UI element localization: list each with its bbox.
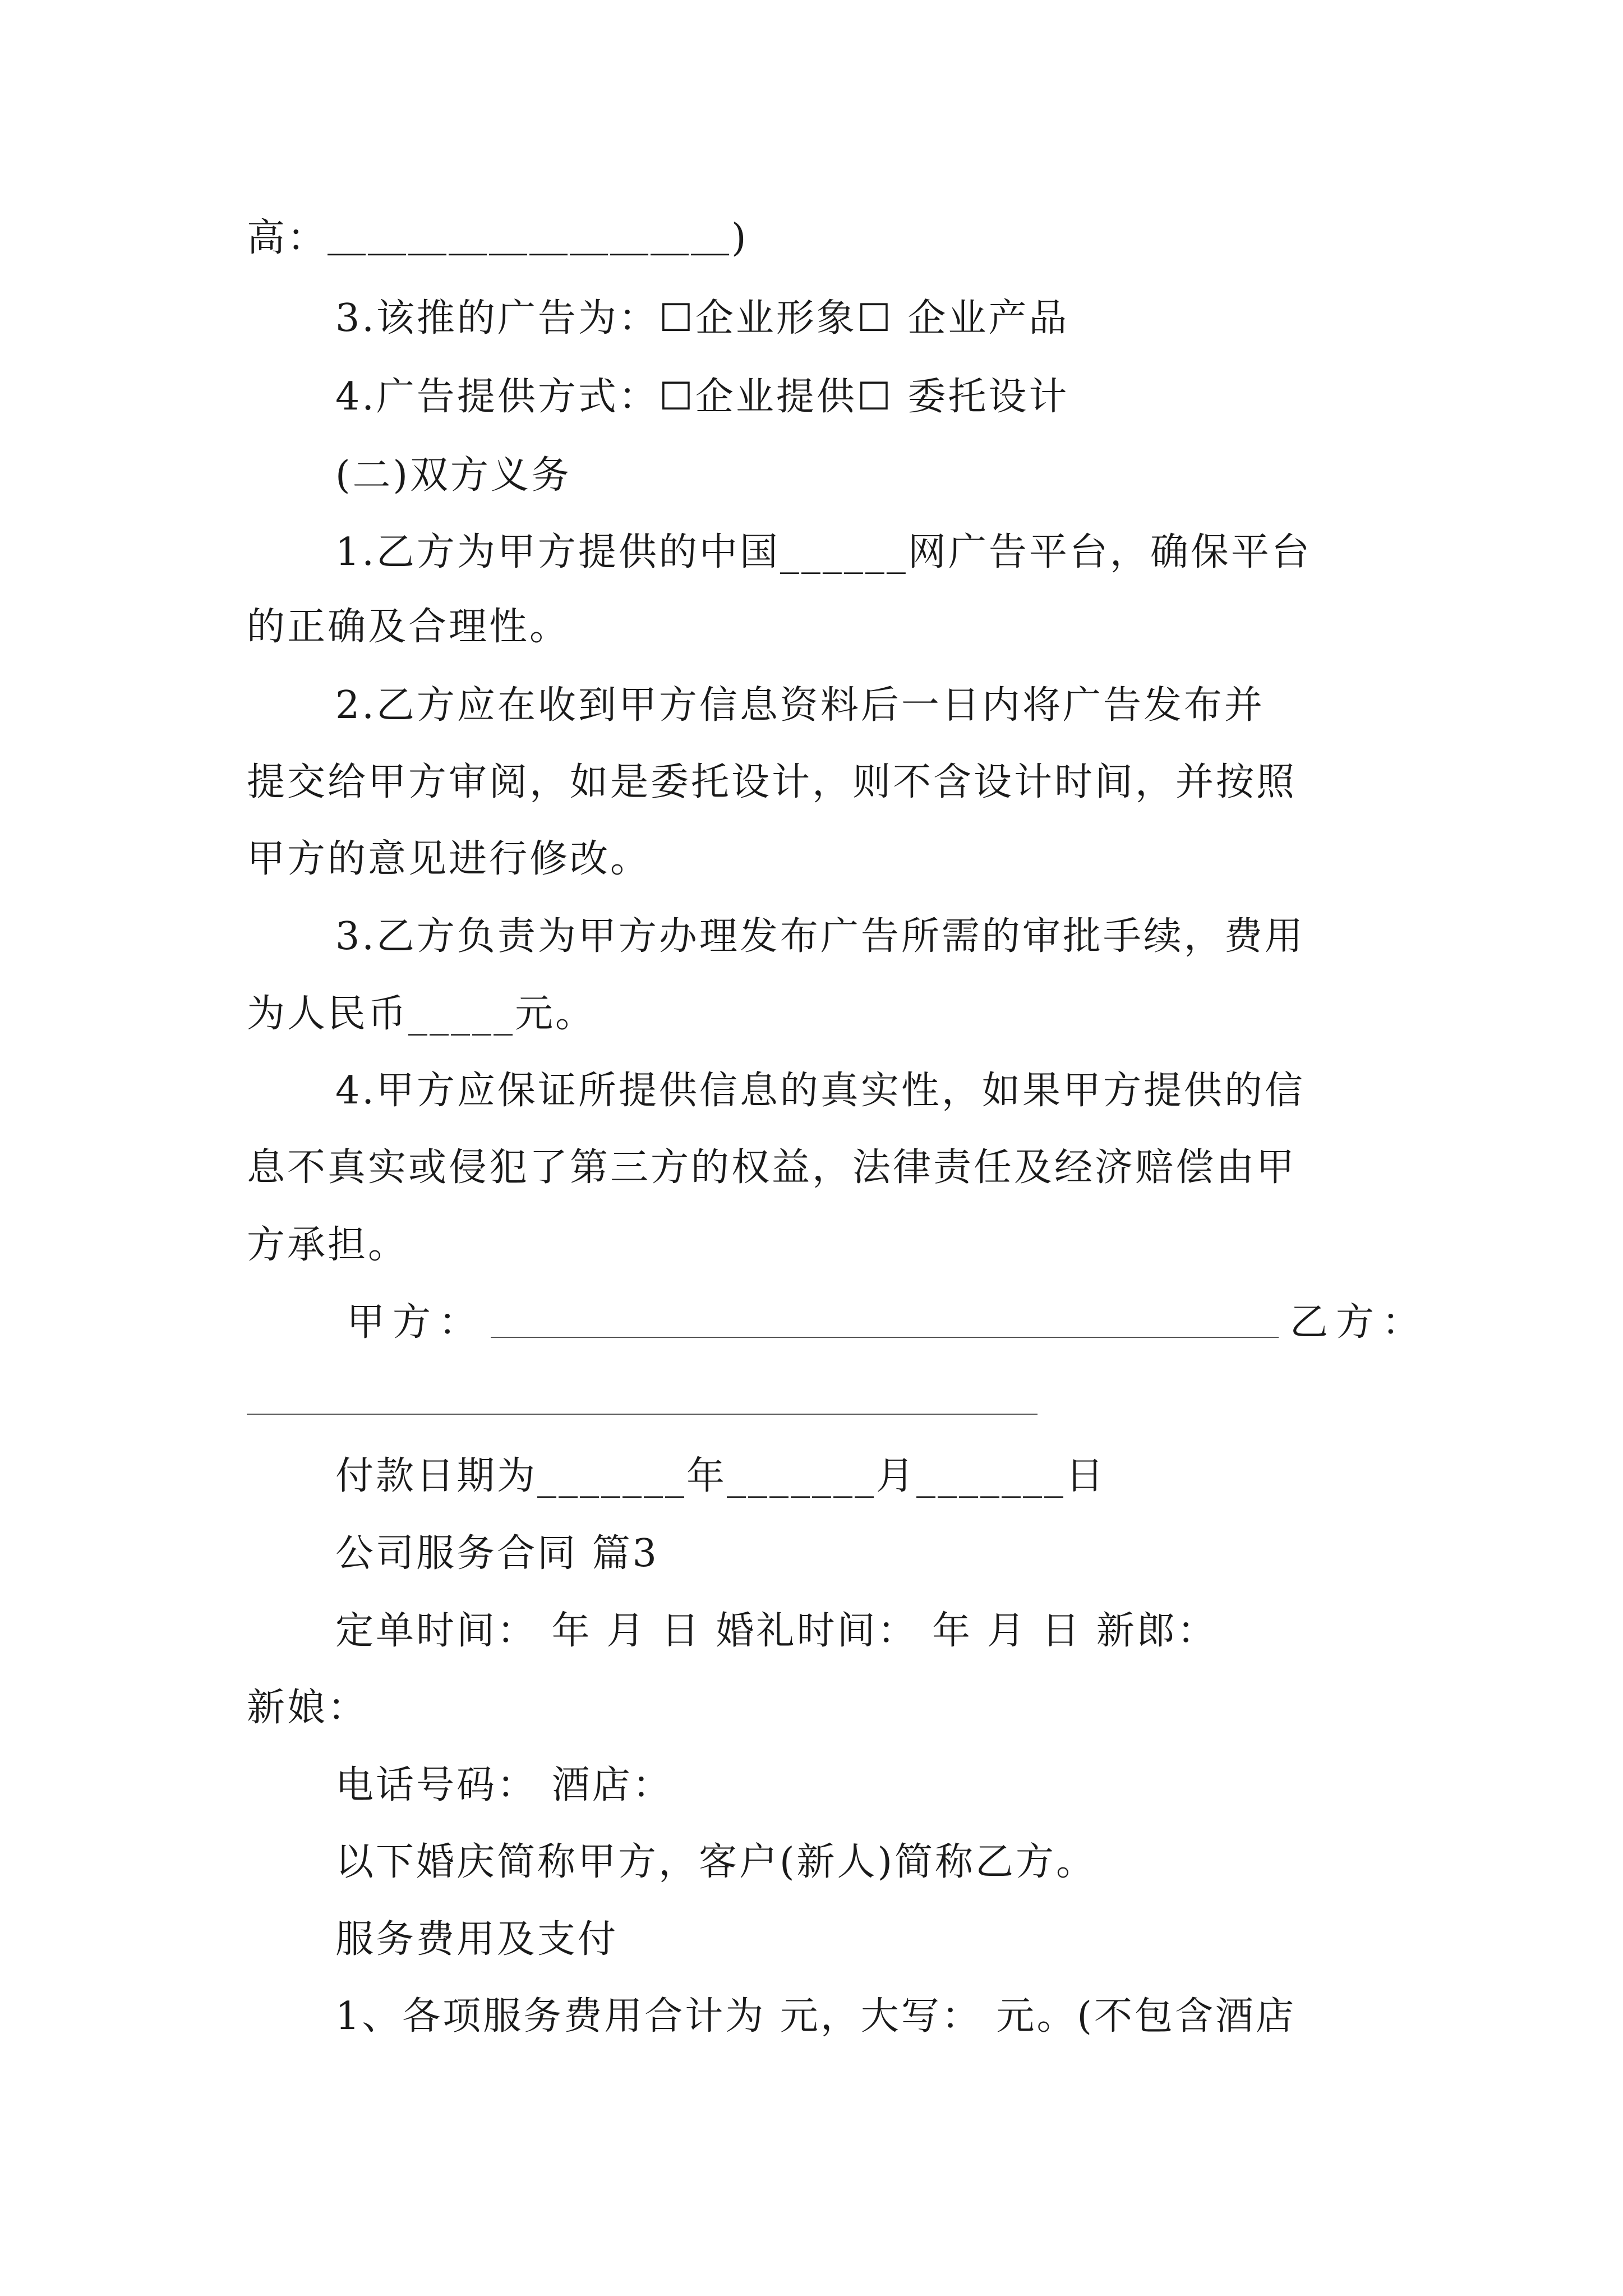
section-heading-obligations: (二)双方义务: [335, 453, 572, 498]
payment-date-line: 付款日期为_______年_______月_______日: [335, 1454, 1106, 1498]
clause-2-line-1: 2.乙方应在收到甲方信息资料后一日内将广告发布并: [335, 683, 1265, 728]
text-line-ad-type: 3.该推的广告为：☐企业形象☐ 企业产品: [335, 296, 1069, 341]
party-a-signature-line: [491, 1337, 1279, 1338]
clause-4-line-3: 方承担。: [247, 1223, 409, 1267]
party-b-label: 乙方：: [1290, 1300, 1428, 1345]
clause-4-line-2: 息不真实或侵犯了第三方的权益，法律责任及经济赔偿由甲: [247, 1145, 1297, 1190]
text-line-ad-method: 4.广告提供方式：☐企业提供☐ 委托设计: [335, 375, 1069, 419]
clause-2-line-2: 提交给甲方审阅，如是委托设计，则不含设计时间，并按照: [247, 760, 1297, 804]
party-definition-line: 以下婚庆简称甲方，客户(新人)简称乙方。: [335, 1840, 1097, 1884]
fees-heading: 服务费用及支付: [335, 1917, 619, 1962]
bride-line: 新娘：: [247, 1686, 368, 1730]
party-b-signature-line: [247, 1414, 1038, 1415]
clause-3-line-1: 3.乙方负责为甲方办理发布广告所需的审批手续，费用: [335, 914, 1305, 959]
fees-clause-1-line: 1、各项服务费用合计为 元，大写： 元。(不包含酒店: [335, 1994, 1297, 2039]
text-line-height-blank: 高：＿＿＿＿＿＿＿＿＿＿): [247, 216, 749, 260]
contract-heading-part-3: 公司服务合同 篇3: [335, 1531, 659, 1576]
clause-4-line-1: 4.甲方应保证所提供信息的真实性，如果甲方提供的信: [335, 1069, 1305, 1113]
party-a-label: 甲方：: [347, 1300, 485, 1345]
clause-1-line-2: 的正确及合理性。: [247, 605, 570, 649]
clause-1-line-1: 1.乙方为甲方提供的中国______网广告平台，确保平台: [335, 530, 1312, 574]
clause-3-line-2: 为人民币_____元。: [247, 992, 596, 1036]
clause-2-line-3: 甲方的意见进行修改。: [247, 837, 651, 881]
order-wedding-time-line: 定单时间： 年 月 日 婚礼时间： 年 月 日 新郎：: [335, 1609, 1218, 1653]
phone-hotel-line: 电话号码： 酒店：: [335, 1763, 673, 1807]
